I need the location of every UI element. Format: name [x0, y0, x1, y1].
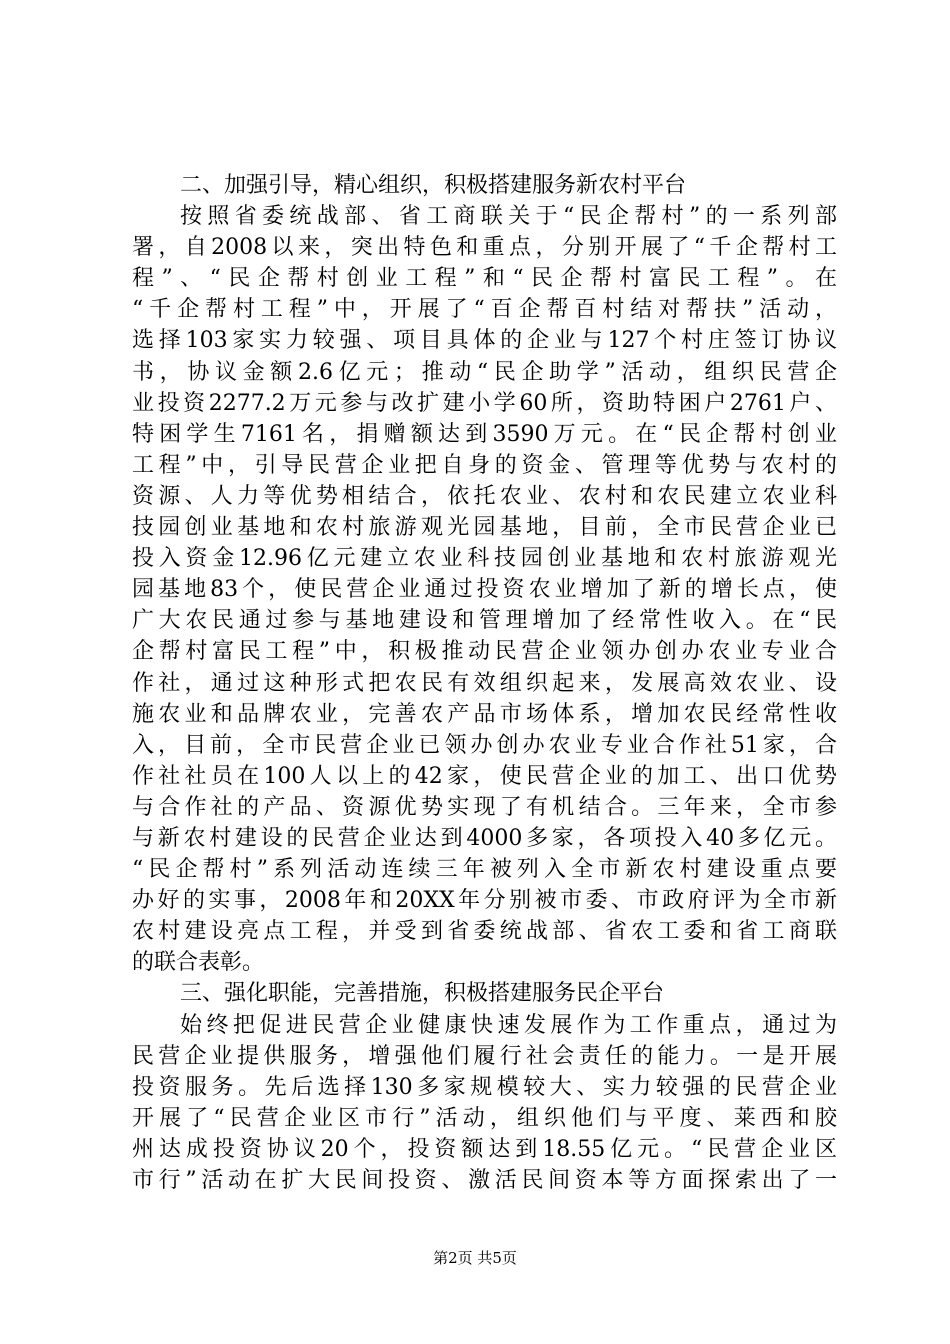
text-line: 农村建设亮点工程，并受到省委统战部、省农工委和省工商联 [132, 919, 837, 945]
text-line: 与合作社的产品、资源优势实现了有机结合。三年来，全市参 [132, 794, 837, 820]
text-line: 按照省委统战部、省工商联关于“民企帮村”的一系列部 [180, 204, 837, 230]
document-body [132, 170, 837, 1196]
text-line: 开展了“民营企业区市行”活动，组织他们与平度、莱西和胶 [132, 1105, 837, 1131]
text-line: 企帮村富民工程”中，积极推动民营企业领办创办农业专业合 [132, 639, 837, 665]
text-line: 市行”活动在扩大民间投资、激活民间资本等方面探索出了一 [132, 1168, 837, 1193]
text-line: 始终把促进民营企业健康快速发展作为工作重点，通过为 [180, 1012, 837, 1038]
text-line: 署，自2008以来，突出特色和重点，分别开展了“千企帮村工 [132, 235, 837, 261]
text-line: 选择103家实力较强、项目具体的企业与127个村庄签订协议 [132, 328, 837, 354]
text-line: 广大农民通过参与基地建设和管理增加了经常性收入。在“民 [132, 608, 837, 634]
text-line: 与新农村建设的民营企业达到4000多家，各项投入40多亿元。 [132, 825, 837, 851]
text-line: 书，协议金额2.6亿元；推动“民企助学”活动，组织民营企 [132, 359, 837, 385]
text-line: 的联合表彰。 [132, 950, 265, 976]
text-line: 资源、人力等优势相结合，依托农业、农村和农民建立农业科 [132, 483, 837, 509]
text-line: 二、加强引导，精心组织，积极搭建服务新农村平台 [180, 173, 687, 198]
text-line: 办好的实事，2008年和20XX年分别被市委、市政府评为全市新 [132, 888, 837, 914]
text-line: 作社社员在100人以上的42家，使民营企业的加工、出口优势 [132, 763, 837, 789]
text-line: 业投资2277.2万元参与改扩建小学60所，资助特困户2761户、 [132, 390, 837, 416]
text-line: 园基地83个，使民营企业通过投资农业增加了新的增长点，使 [132, 577, 837, 603]
text-line: 技园创业基地和农村旅游观光园基地，目前，全市民营企业已 [132, 515, 837, 541]
page-number-footer: 第2页 共5页 [433, 1249, 517, 1267]
text-line: 程”、“民企帮村创业工程”和“民企帮村富民工程”。在 [132, 266, 837, 292]
text-line: “民企帮村”系列活动连续三年被列入全市新农村建设重点要 [132, 857, 837, 883]
text-line: 三、强化职能，完善措施，积极搭建服务民企平台 [180, 981, 665, 1007]
text-line: “千企帮村工程”中，开展了“百企帮百村结对帮扶”活动， [132, 297, 837, 323]
text-line: 施农业和品牌农业，完善农产品市场体系，增加农民经常性收 [132, 701, 837, 727]
text-line: 作社，通过这种形式把农民有效组织起来，发展高效农业、设 [132, 670, 837, 696]
text-line: 工程”中，引导民营企业把自身的资金、管理等优势与农村的 [132, 452, 837, 478]
text-line: 州达成投资协议20个，投资额达到18.55亿元。“民营企业区 [132, 1136, 837, 1162]
text-line: 特困学生7161名，捐赠额达到3590万元。在“民企帮村创业 [132, 421, 837, 447]
text-line: 投资服务。先后选择130多家规模较大、实力较强的民营企业 [132, 1074, 837, 1100]
text-line: 投入资金12.96亿元建立农业科技园创业基地和农村旅游观光 [132, 546, 837, 572]
text-line: 民营企业提供服务，增强他们履行社会责任的能力。一是开展 [132, 1043, 837, 1069]
text-line: 入，目前，全市民营企业已领办创办农业专业合作社51家，合 [132, 732, 837, 758]
